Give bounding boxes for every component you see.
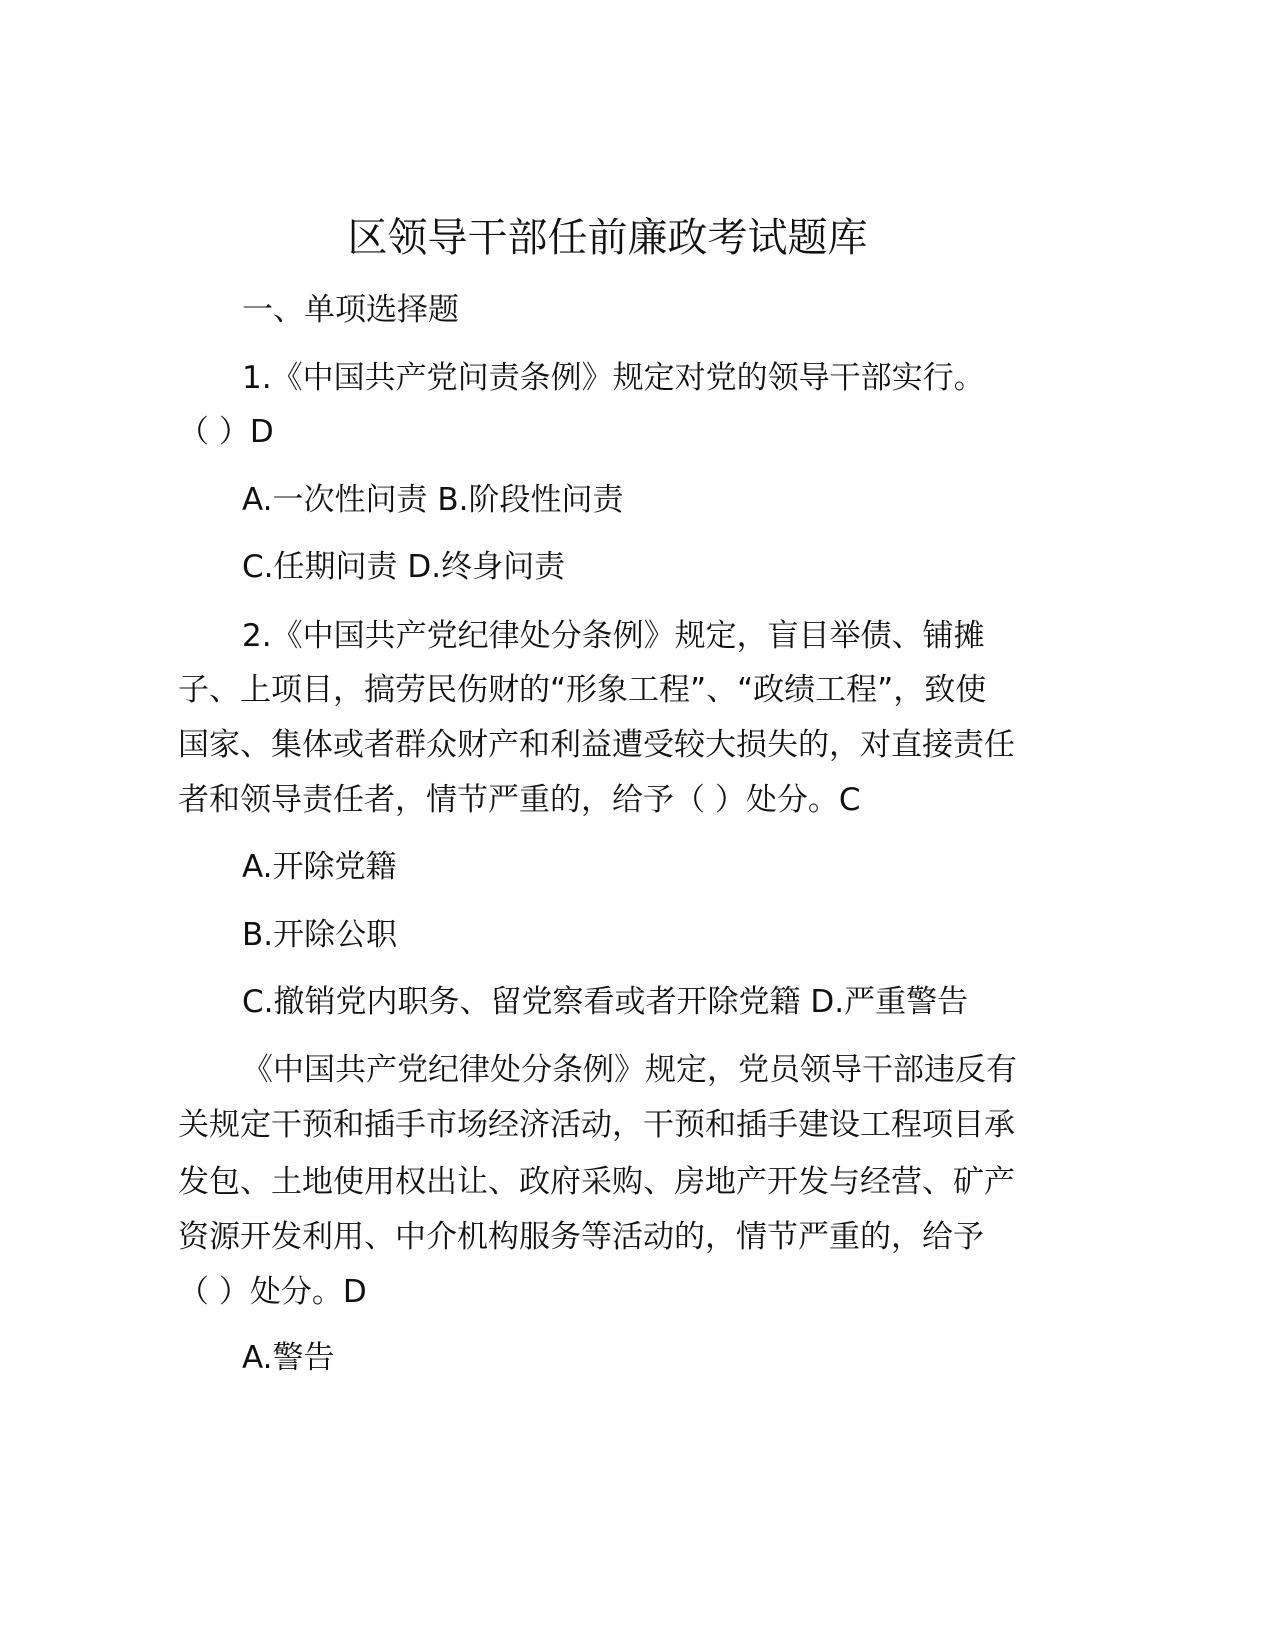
option-line: C.任期问责 D.终身问责 — [242, 549, 566, 585]
option-line: A.一次性问责 B.阶段性问责 — [242, 482, 624, 518]
question-text: 子、上项目，搞劳民伤财的“形象工程”、“政绩工程”，致使 — [178, 672, 987, 708]
question-text: 者和领导责任者，情节严重的，给予（ ）处分。C — [178, 782, 861, 818]
question-text: 2.《中国共产党纪律处分条例》规定，盲目举债、铺摊 — [242, 618, 985, 654]
question-text: （ ）D — [178, 414, 274, 450]
option-line: A.开除党籍 — [242, 849, 397, 885]
question-text: 发包、土地使用权出让、政府采购、房地产开发与经营、矿产 — [178, 1164, 1015, 1200]
question-text: 关规定干预和插手市场经济活动，干预和插手建设工程项目承 — [178, 1107, 1015, 1143]
section-heading: 一、单项选择题 — [242, 292, 459, 328]
option-line: A.警告 — [242, 1340, 335, 1376]
question-text: （ ）处分。D — [178, 1274, 367, 1310]
option-line: B.开除公职 — [242, 917, 398, 953]
document-title: 区领导干部任前廉政考试题库 — [347, 215, 868, 261]
question-text: 资源开发利用、中介机构服务等活动的，情节严重的，给予 — [178, 1219, 984, 1255]
question-text: 《中国共产党纪律处分条例》规定，党员领导干部违反有 — [242, 1052, 1017, 1088]
question-text: 1.《中国共产党问责条例》规定对党的领导干部实行。 — [242, 360, 985, 396]
question-text: 国家、集体或者群众财产和利益遭受较大损失的，对直接责任 — [178, 727, 1015, 763]
option-line: C.撤销党内职务、留党察看或者开除党籍 D.严重警告 — [242, 984, 969, 1020]
